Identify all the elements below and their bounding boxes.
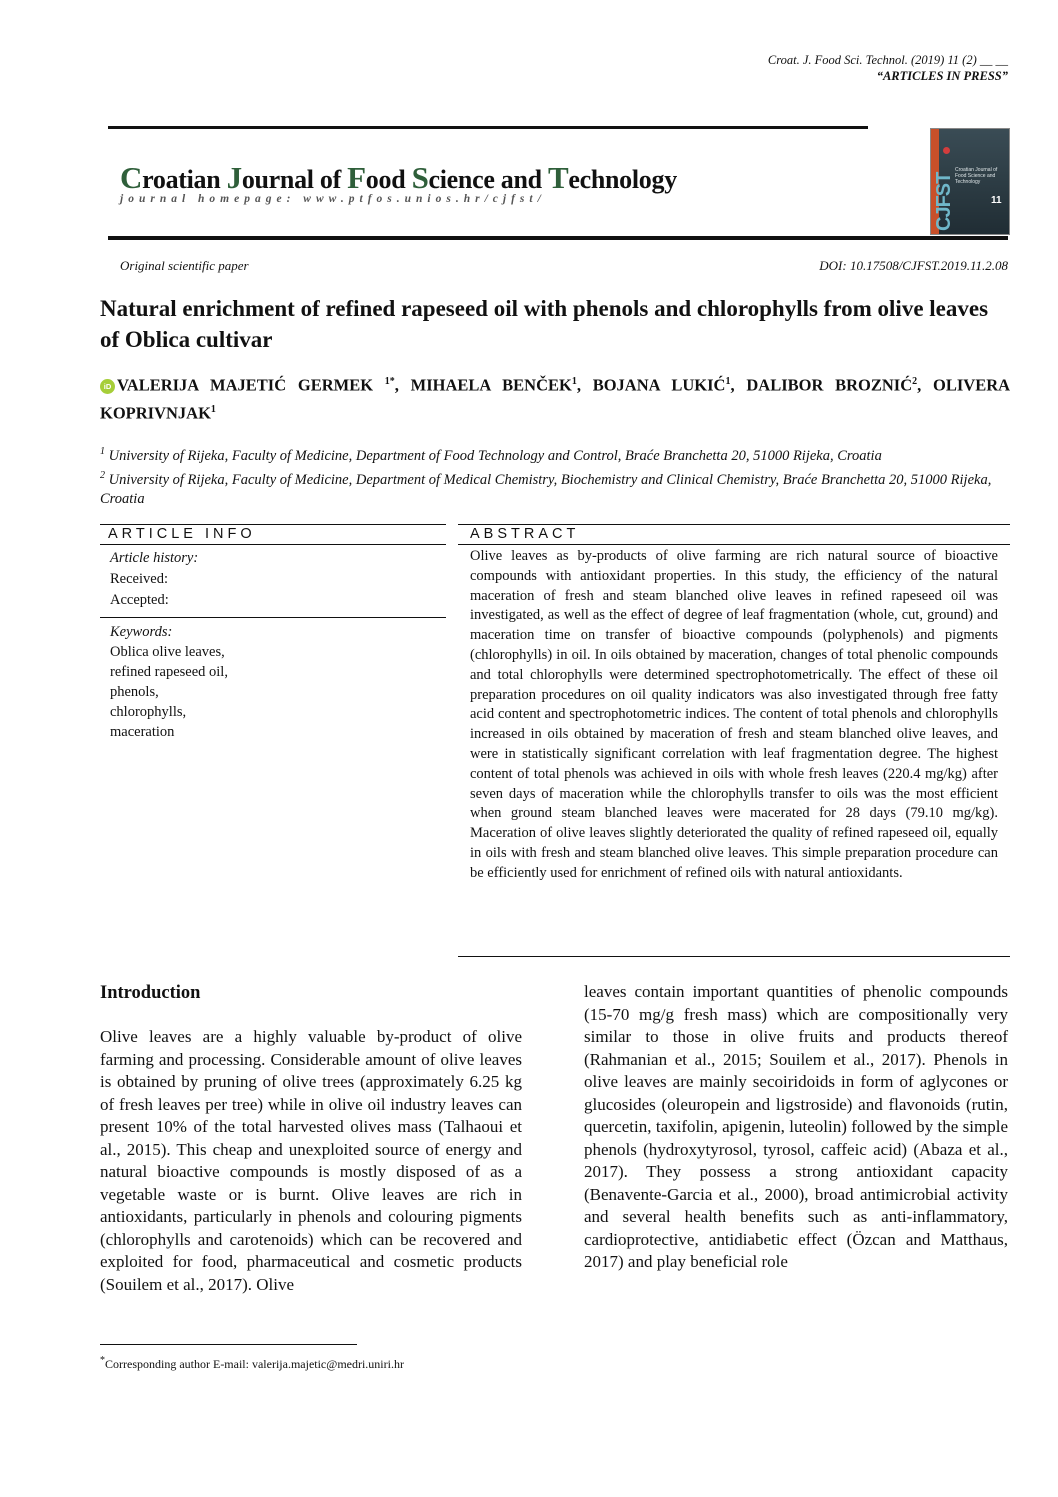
header-rule-top <box>108 126 868 129</box>
author-affiliation-mark: 1 <box>725 376 731 387</box>
author-affiliation-mark: 2 <box>912 376 918 387</box>
corresponding-author-email: Corresponding author E-mail: valerija.majetic@medri.uniri.hr <box>105 1357 404 1371</box>
journal-title-part: cience and <box>428 165 548 194</box>
keywords-label: Keywords: <box>110 624 173 640</box>
article-info-heading: ARTICLE INFO <box>108 526 256 542</box>
introduction-heading: Introduction <box>100 983 201 1003</box>
author-affiliation-mark: 1 <box>571 376 577 387</box>
journal-homepage-link[interactable]: journal homepage: www.ptfos.unios.hr/cjfst/ <box>120 193 546 205</box>
author-list <box>100 370 1010 425</box>
affiliation-item <box>100 466 1010 509</box>
affiliation-mark: 2 <box>100 469 105 481</box>
affiliation-text: University of Rijeka, Faculty of Medicine, Department of Medical Chemistry, Biochemistry and Clinical Chemistry, Braće Branchetta 20, 51000 Rijeka, Croatia <box>100 471 992 507</box>
keyword-item: maceration <box>110 724 175 740</box>
author-name: DALIBOR BROZNIĆ <box>746 375 913 395</box>
article-history-label: Article history: <box>110 550 199 566</box>
keyword-item: Oblica olive leaves, <box>110 644 225 660</box>
journal-title-cap: T <box>547 160 569 195</box>
cover-title: Croatian Journal of Food Science and Technology <box>955 167 998 185</box>
keyword-item: phenols, <box>110 684 159 700</box>
journal-title-part: ournal of <box>241 165 348 194</box>
keyword-item: refined rapeseed oil, <box>110 664 228 680</box>
article-history <box>110 548 198 611</box>
orcid-icon[interactable]: iD <box>100 379 115 394</box>
author-affiliation-mark: 1 <box>210 403 216 415</box>
abstract-top-rule <box>458 524 1010 525</box>
running-head <box>768 52 1008 84</box>
author-name: BOJANA LUKIĆ <box>592 375 726 395</box>
affiliations <box>100 442 1010 509</box>
author-name: VALERIJA MAJETIĆ GERMEK <box>117 375 385 395</box>
keyword-item: chlorophylls, <box>110 704 187 720</box>
cover-logo: CJFST <box>933 172 955 231</box>
journal-title-cap: S <box>411 160 429 195</box>
articles-in-press: “ARTICLES IN PRESS” <box>876 69 1008 83</box>
journal-title-part: roatian <box>142 165 227 194</box>
author-name: MIHAELA BENČEK <box>410 375 572 395</box>
accepted-date: Accepted: <box>110 592 169 608</box>
affiliation-text: University of Rijeka, Faculty of Medicine, Department of Food Technology and Control, Braće Branchetta 20, 51000 Rijeka, Croatia <box>105 447 882 464</box>
journal-title-part: echnology <box>568 165 677 194</box>
paper-type: Original scientific paper <box>120 258 249 273</box>
doi-link[interactable]: DOI: 10.17508/CJFST.2019.11.2.08 <box>819 258 1008 273</box>
abstract-text: Olive leaves as by-products of olive farming are rich natural source of bioactive compounds with antioxidant properties. In this study, the efficiency of the natural maceration of fresh and steam blanched olive leaves in refined rapeseed oil was investigated, as well as the effect of degree of leaf fragmentation (whole, cut, ground) and maceration time on transfer of bioactive compounds (polyphenols) and pigments (chlorophylls) in oil. In oils obtained by maceration, changes of total phenolic compounds and total chlorophylls were determined spectrophotometrically. The effect of these oil preparation procedures on oil quality indicators was also investigated through free fatty acid content and spectrophotometric indices. The content of total phenols and chlorophylls increased in oils obtained by maceration of fresh and steam blanched olive leaves, and were in statistically significant correlation with leaf fragmentation degree. The highest content of total phenols was achieved in oils with whole fresh leaves (220.4 mg/kg) after seven days of maceration while the chlorophylls transfer to oils was the most efficient when ground steam blanched leaves were macerated for 28 days (79.10 mg/kg). Maceration of olive leaves slightly deteriorated the quality of refined rapeseed oil, equally in oils with fresh and steam blanched olive leaves. This simple preparation procedure can be efficiently used for enrichment of refined oils with natural antioxidants. <box>470 548 998 881</box>
journal-title-cap: F <box>347 160 366 195</box>
affiliation-mark: 1 <box>100 446 105 457</box>
footnote-mark: * <box>100 1355 105 1366</box>
footnote <box>100 1355 404 1372</box>
abstract-bottom-rule <box>458 956 1010 957</box>
header-rule-bottom <box>108 236 1008 240</box>
abstract-sub-rule <box>458 544 1010 545</box>
received-date: Received: <box>110 571 168 587</box>
article-info-top-rule <box>100 524 446 525</box>
author-affiliation-mark: 1* <box>384 376 395 387</box>
journal-title-cap: C <box>120 160 143 195</box>
author-separator: , <box>576 375 593 395</box>
body-column-left: Olive leaves are a highly valuable by-product of olive farming and processing. Considerable amount of olive leaves is obtained by pruning of olive trees (approximately 6.25 kg of fresh leaves per tree) while in olive oil industry leaves can present 10% of the total harvested olives mass (Talhaoui et al., 2015). This cheap and unexploited source of energy and natural bioactive compounds is mostly disposed of as a vegetable waste or is burnt. Olive leaves are rich in antioxidants, particularly in phenols and colouring pigments (chlorophylls and carotenoids) which can be recovered and exploited for food, pharmaceutical and cosmetic products (Souilem et al., 2017). Olive <box>100 1027 522 1294</box>
abstract-heading: ABSTRACT <box>470 526 580 542</box>
author-separator: , <box>394 375 411 395</box>
journal-cover-image <box>930 128 1010 235</box>
paper-title: Natural enrichment of refined rapeseed oil with phenols and chlorophylls from olive leaves of Oblica cultivar <box>100 296 989 352</box>
citation-line: Croat. J. Food Sci. Technol. (2019) 11 (2) __ __ <box>767 53 1008 67</box>
footnote-rule <box>100 1344 357 1345</box>
cover-volume-number: 11 <box>991 195 1002 206</box>
journal-title <box>120 160 677 196</box>
body-column-right: leaves contain important quantities of phenolic compounds (15-70 mg/g fresh mass) which are compositionally very similar to those in olive fruits and products thereof (Rahmanian et al., 2015; Souilem et al., 2017). Phenols in olive leaves are mainly secoiridoids in form of aglycones or glucosides (oleuropein and ligstroside) and flavonoids (rutin, quercetin, taxifolin, apigenin, luteolin) followed by the simple phenols (hydroxytyrosol, tyrosol, caffeic acid) (Abaza et al., 2017). They possess a strong antioxidant capacity (Benavente-Garcia et al., 2000), broad antimicrobial activity and several health benefits such as anti-inflammatory, cardioprotective, antidiabetic effect (Özcan and Matthaus, 2017) and play beneficial role <box>584 982 1008 1271</box>
affiliation-item <box>100 442 1010 466</box>
journal-title-part: ood <box>365 165 412 194</box>
author-separator: , <box>917 375 934 395</box>
journal-title-cap: J <box>226 160 242 195</box>
author-name: OLIVERA KOPRIVNJAK <box>100 375 1011 422</box>
article-info-sub-rule <box>100 544 446 545</box>
article-info-mid-rule <box>100 617 446 618</box>
author-separator: , <box>730 375 747 395</box>
keywords <box>110 622 228 742</box>
